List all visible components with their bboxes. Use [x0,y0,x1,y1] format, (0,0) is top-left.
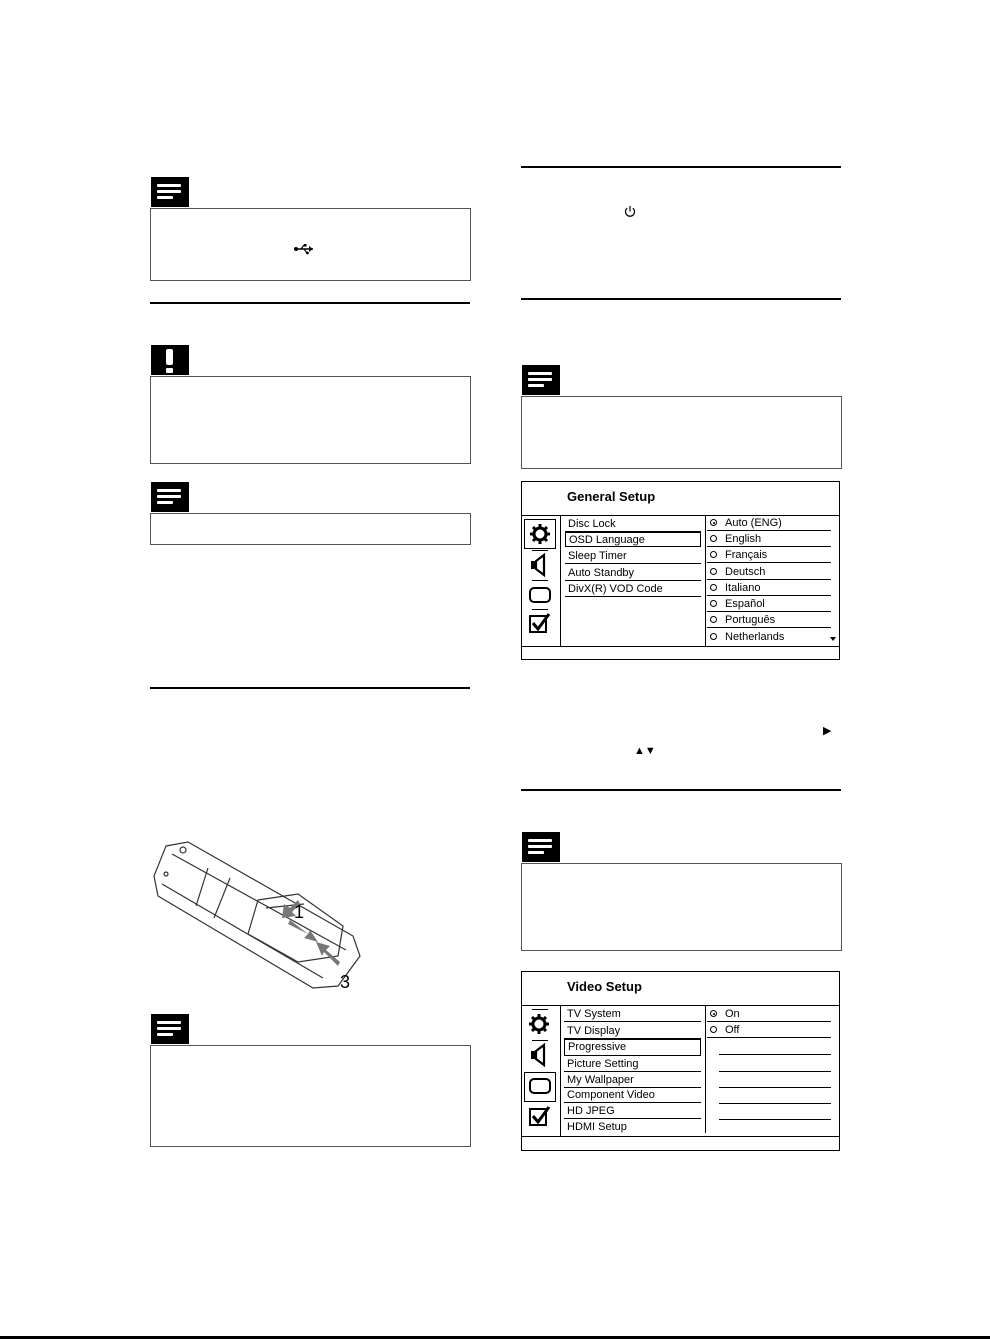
section-divider [150,687,470,689]
menu-item[interactable]: Component Video [564,1088,701,1103]
option-francais[interactable]: Français [707,548,831,563]
note-icon [151,177,189,207]
up-down-arrows-icon: ▲▼ [634,745,656,757]
step-1-label: 1 [294,902,305,922]
menu-item[interactable]: TV Display [564,1024,701,1039]
scroll-down-icon[interactable] [830,637,836,641]
video-tab[interactable] [524,581,556,611]
caution-icon [151,345,189,375]
preference-tab[interactable] [524,1103,556,1133]
option-deutsch[interactable]: Deutsch [707,565,831,580]
option-on[interactable]: On [707,1007,831,1022]
general-tab[interactable] [524,519,556,549]
option-auto[interactable]: Auto (ENG) [707,516,831,531]
note-box-short [150,513,471,545]
menu-item[interactable]: My Wallpaper [564,1073,701,1088]
menu-item[interactable]: TV System [564,1007,701,1022]
power-icon [624,205,636,218]
note-icon [522,832,560,862]
menu-item[interactable]: DivX(R) VOD Code [565,582,701,597]
section-divider [150,302,470,304]
note-icon [151,482,189,512]
menu-item[interactable]: Auto Standby [565,566,701,581]
menu-item-selected[interactable]: OSD Language [565,532,701,547]
general-tab[interactable] [524,1010,556,1040]
option-italiano[interactable]: Italiano [707,581,831,596]
section-divider [521,166,841,168]
audio-tab[interactable] [524,1041,556,1071]
option-portugues[interactable]: Português [707,613,831,628]
preference-tab[interactable] [524,610,556,640]
general-setup-menu [521,481,840,660]
option-english[interactable]: English [707,532,831,547]
menu-item[interactable]: Disc Lock [565,517,701,532]
note-box-language [521,396,842,469]
note-box-remote [150,1045,471,1147]
menu-item[interactable]: Sleep Timer [565,549,701,564]
audio-tab[interactable] [524,551,556,581]
usb-icon [293,243,315,255]
step-3-label: 3 [340,972,351,992]
note-box-usb [150,208,471,281]
menu-title: Video Setup [567,979,642,994]
menu-title: General Setup [567,489,656,504]
menu-item[interactable]: HD JPEG [564,1104,701,1119]
option-netherlands[interactable]: Netherlands [707,630,831,645]
section-divider [521,298,841,300]
video-setup-menu [521,971,840,1151]
right-arrow-icon: ▶ [823,725,832,737]
caution-box [150,376,471,464]
video-tab[interactable] [524,1072,556,1102]
note-icon [522,365,560,395]
menu-item[interactable]: Picture Setting [564,1057,701,1072]
menu-item-selected[interactable]: Progressive [564,1039,701,1056]
section-divider [521,789,841,791]
remote-battery-figure [148,838,368,998]
note-icon [151,1014,189,1044]
option-off[interactable]: Off [707,1023,831,1038]
note-box-video [521,863,842,951]
option-espanol[interactable]: Español [707,597,831,612]
menu-item[interactable]: HDMI Setup [567,1121,627,1133]
